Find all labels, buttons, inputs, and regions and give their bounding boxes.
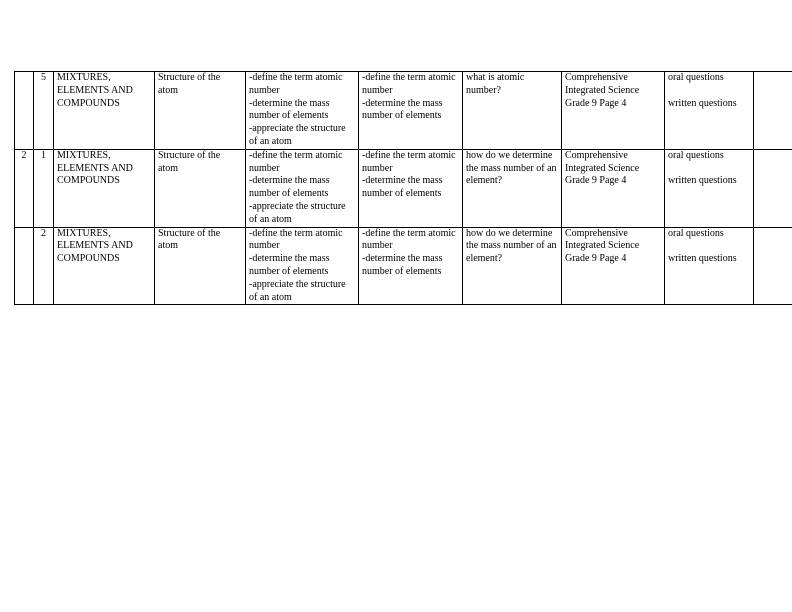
remarks-cell (754, 72, 792, 150)
activities-cell (359, 72, 463, 150)
remarks-cell (754, 149, 792, 227)
table-row (15, 72, 792, 150)
table-row (15, 227, 792, 305)
resources-cell (562, 227, 665, 305)
topic-text: MIXTURES, ELEMENTS AND COMPOUNDS (57, 149, 133, 187)
subtopic-text: Structure of the atom (158, 149, 221, 174)
week-cell (15, 227, 34, 305)
topic-text: MIXTURES, ELEMENTS AND COMPOUNDS (57, 227, 133, 265)
key-question-text: what is atomic number? (466, 72, 525, 96)
objectives-text: -define the term atomic number -determine the mass number of elements -appreciate the structure of an atom (249, 72, 346, 147)
assessment-cell (665, 149, 754, 227)
resources-cell (562, 149, 665, 227)
assessment-cell (665, 227, 754, 305)
activities-cell (359, 227, 463, 305)
week-cell (15, 72, 34, 150)
assessment-text: oral questions written questions (668, 149, 737, 187)
resources-text: Comprehensive Integrated Science Grade 9 Page 4 (565, 72, 640, 109)
resources-text: Comprehensive Integrated Science Grade 9 Page 4 (565, 149, 640, 187)
subtopic-cell (155, 227, 246, 305)
activities-text: -define the term atomic number -determine the mass number of elements (362, 72, 456, 122)
subtopic-cell (155, 72, 246, 150)
subtopic-cell (155, 149, 246, 227)
activities-text: -define the term atomic number -determine the mass number of elements (362, 227, 456, 277)
key-question-cell (463, 149, 562, 227)
topic-text: MIXTURES, ELEMENTS AND COMPOUNDS (57, 72, 133, 109)
objectives-cell (246, 227, 359, 305)
key-question-text: how do we determine the mass number of an element? (466, 149, 557, 187)
objectives-cell (246, 72, 359, 150)
activities-cell (359, 149, 463, 227)
key-question-cell (463, 227, 562, 305)
remarks-cell (754, 227, 792, 305)
key-question-cell (463, 72, 562, 150)
key-question-text: how do we determine the mass number of an element? (466, 227, 557, 265)
objectives-text: -define the term atomic number -determine the mass number of elements -appreciate the structure of an atom (249, 227, 346, 303)
assessment-text: oral questions written questions (668, 72, 737, 109)
subtopic-text: Structure of the atom (158, 227, 221, 252)
topic-cell (54, 72, 155, 150)
topic-cell (54, 227, 155, 305)
scheme-of-work-table (14, 71, 792, 305)
objectives-text: -define the term atomic number -determine the mass number of elements -appreciate the structure of an atom (249, 149, 346, 225)
topic-cell (54, 149, 155, 227)
resources-cell (562, 72, 665, 150)
table-row (15, 149, 792, 227)
lesson-cell: 1 (34, 149, 54, 227)
resources-text: Comprehensive Integrated Science Grade 9 Page 4 (565, 227, 640, 265)
assessment-text: oral questions written questions (668, 227, 737, 265)
lesson-cell: 2 (34, 227, 54, 305)
objectives-cell (246, 149, 359, 227)
subtopic-text: Structure of the atom (158, 72, 221, 96)
lesson-cell: 5 (34, 72, 54, 150)
week-cell: 2 (15, 149, 34, 227)
assessment-cell (665, 72, 754, 150)
activities-text: -define the term atomic number -determine the mass number of elements (362, 149, 456, 200)
